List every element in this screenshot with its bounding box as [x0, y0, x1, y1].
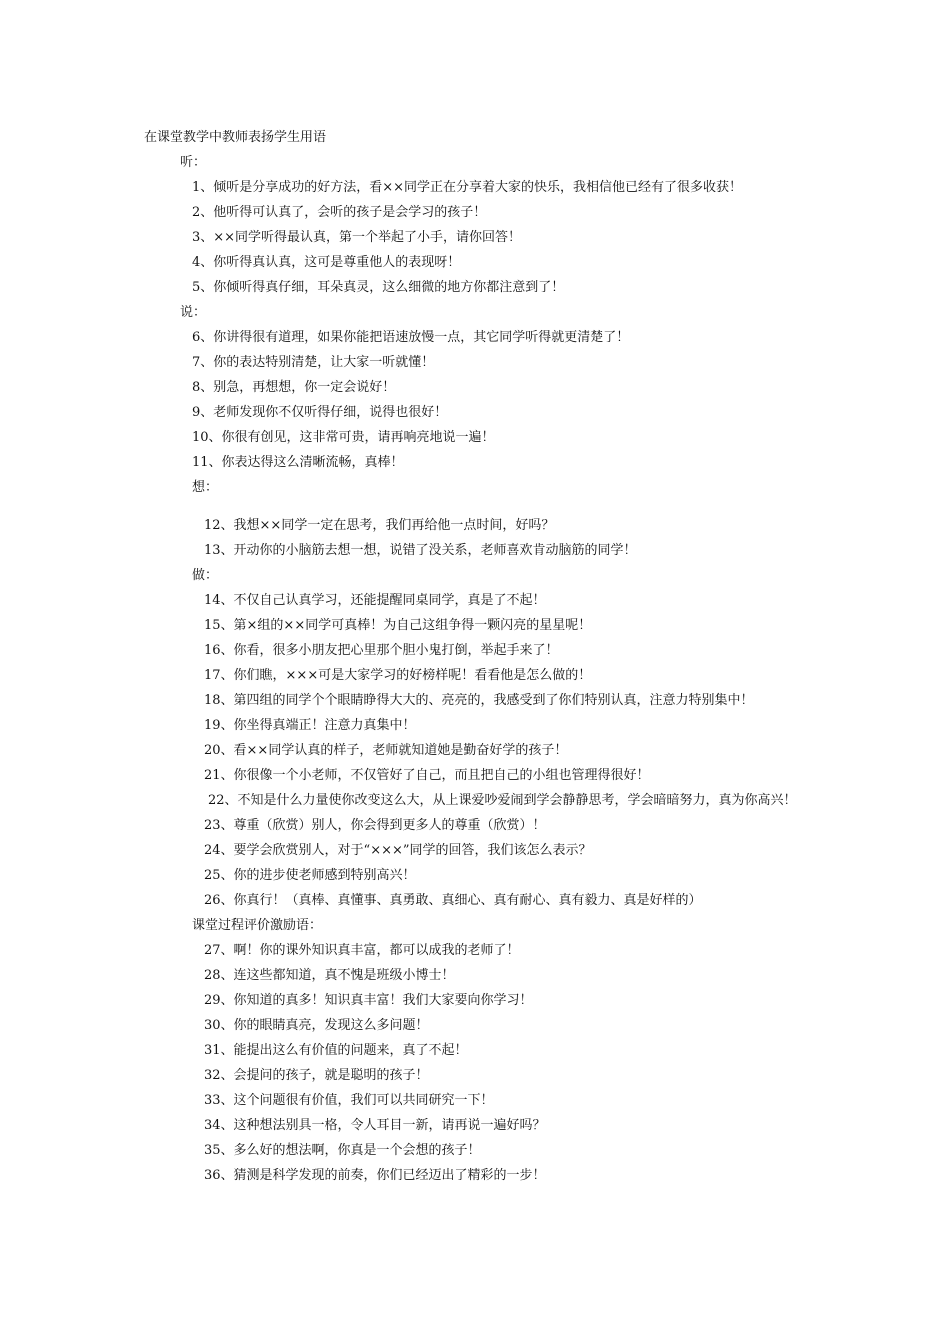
list-item: 2、他听得可认真了，会听的孩子是会学习的孩子！ [192, 205, 487, 220]
list-item: 8、别急，再想想，你一定会说好！ [192, 380, 396, 395]
list-item: 24、要学会欣赏别人，对于“×××”同学的回答，我们该怎么表示？ [204, 843, 592, 858]
list-item: 9、老师发现你不仅听得仔细，说得也很好！ [192, 405, 448, 420]
list-item: 3、××同学听得最认真，第一个举起了小手，请你回答！ [192, 230, 522, 245]
list-item: 33、这个问题很有价值，我们可以共同研究一下！ [204, 1093, 494, 1108]
document-body [144, 125, 824, 1188]
list-item: 15、第×组的××同学可真棒！为自己这组争得一颗闪亮的星星呢！ [204, 618, 592, 633]
list-item: 25、你的进步使老师感到特别高兴！ [204, 868, 416, 883]
list-item: 19、你坐得真端正！注意力真集中！ [204, 718, 416, 733]
list-item: 12、我想××同学一定在思考，我们再给他一点时间，好吗？ [204, 518, 555, 533]
list-item: 27、啊！你的课外知识真丰富，都可以成我的老师了！ [204, 943, 520, 958]
section-heading-process: 课堂过程评价激励语： [192, 918, 323, 933]
section-heading-speak: 说： [180, 305, 207, 320]
list-item: 4、你听得真认真，这可是尊重他人的表现呀！ [192, 255, 461, 270]
section-heading-listen: 听： [180, 155, 207, 170]
document-title: 在课堂教学中教师表扬学生用语 [144, 130, 327, 145]
list-item: 30、你的眼睛真亮，发现这么多问题！ [204, 1018, 429, 1033]
section-heading-think: 想： [192, 480, 219, 495]
list-item: 29、你知道的真多！知识真丰富！我们大家要向你学习！ [204, 993, 533, 1008]
list-item: 32、会提问的孩子，就是聪明的孩子！ [204, 1068, 429, 1083]
blank-line [144, 500, 824, 513]
list-item: 1、倾听是分享成功的好方法，看××同学正在分享着大家的快乐，我相信他已经有了很多收获！ [192, 180, 743, 195]
list-item: 35、多么好的想法啊，你真是一个会想的孩子！ [204, 1143, 481, 1158]
list-item: 11、你表达得这么清晰流畅，真棒！ [192, 455, 404, 470]
list-item: 17、你们瞧，×××可是大家学习的好榜样呢！看看他是怎么做的！ [204, 668, 592, 683]
list-item: 31、能提出这么有价值的问题来，真了不起！ [204, 1043, 468, 1058]
list-item: 26、你真行！（真棒、真懂事、真勇敢、真细心、真有耐心、真有毅力、真是好样的） [204, 893, 702, 908]
section-heading-do: 做： [192, 568, 219, 583]
list-item: 20、看××同学认真的样子，老师就知道她是勤奋好学的孩子！ [204, 743, 568, 758]
list-item: 28、连这些都知道，真不愧是班级小博士！ [204, 968, 455, 983]
list-item: 6、你讲得很有道理，如果你能把语速放慢一点，其它同学听得就更清楚了！ [192, 330, 630, 345]
list-item: 13、开动你的小脑筋去想一想，说错了没关系，老师喜欢肯动脑筋的同学！ [204, 543, 637, 558]
list-item: 14、不仅自己认真学习，还能提醒同桌同学，真是了不起！ [204, 593, 546, 608]
list-item: 18、第四组的同学个个眼睛睁得大大的、亮亮的，我感受到了你们特别认真，注意力特别集中！ [204, 693, 754, 708]
list-item: 5、你倾听得真仔细，耳朵真灵，这么细微的地方你都注意到了！ [192, 280, 565, 295]
list-item: 16、你看，很多小朋友把心里那个胆小鬼打倒，举起手来了！ [204, 643, 559, 658]
list-item: 34、这种想法别具一格，令人耳目一新，请再说一遍好吗？ [204, 1118, 546, 1133]
list-item: 21、你很像一个小老师，不仅管好了自己，而且把自己的小组也管理得很好！ [204, 768, 650, 783]
list-item: 10、你很有创见，这非常可贵，请再响亮地说一遍！ [192, 430, 495, 445]
list-item: 23、尊重（欣赏）别人，你会得到更多人的尊重（欣赏）！ [204, 818, 546, 833]
list-item: 36、猜测是科学发现的前奏，你们已经迈出了精彩的一步！ [204, 1168, 546, 1183]
list-item: 22、不知是什么力量使你改变这么大，从上课爱吵爱闹到学会静静思考，学会暗暗努力，真为你高兴！ [208, 793, 797, 808]
list-item: 7、你的表达特别清楚，让大家一听就懂！ [192, 355, 435, 370]
